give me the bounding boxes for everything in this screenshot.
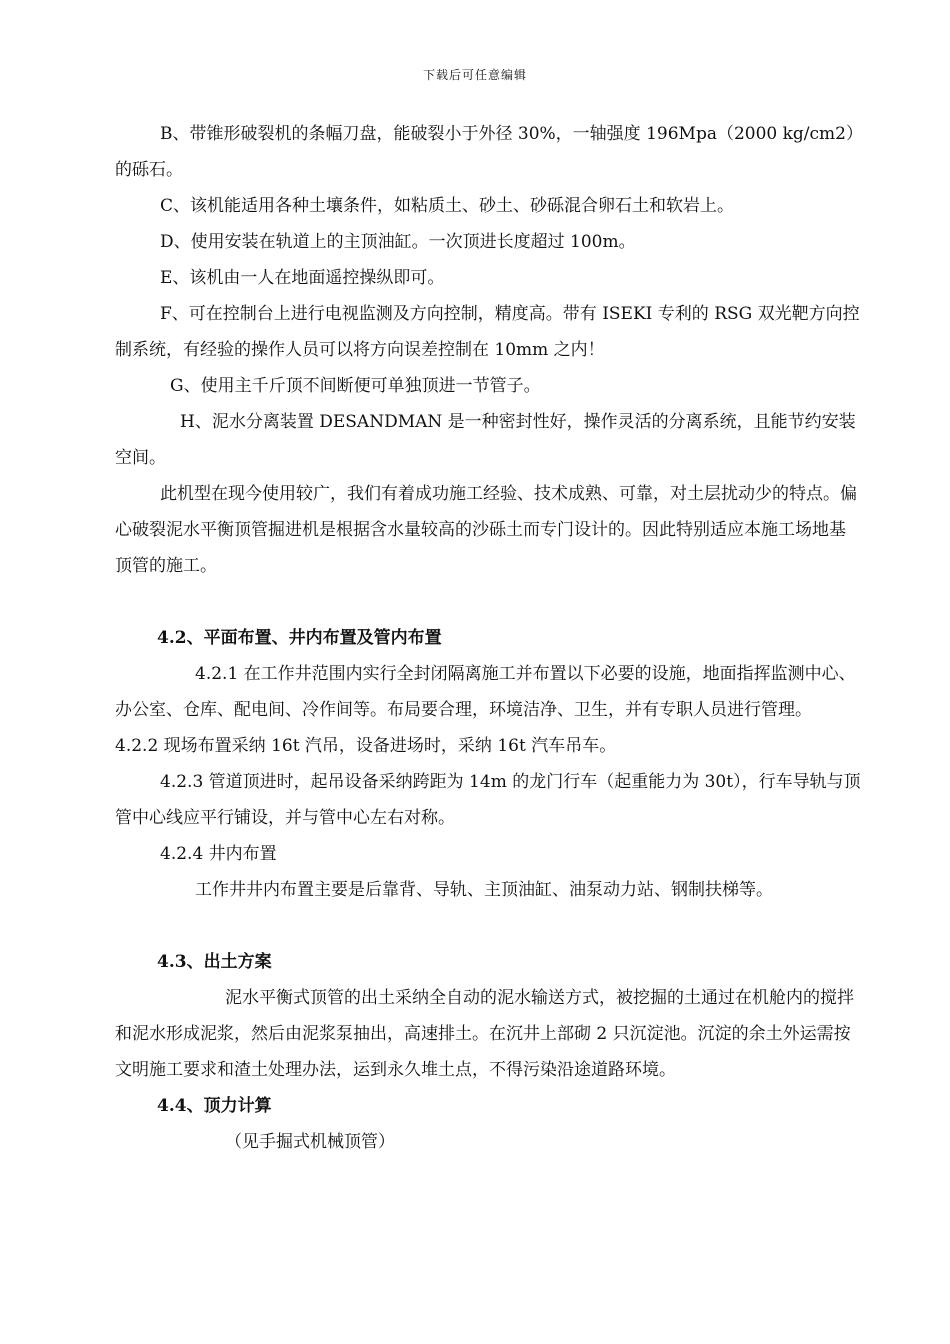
paragraph-e: E、该机由一人在地面遥控操纵即可。 <box>160 268 445 288</box>
paragraph-g: G、使用主千斤顶不间断便可单独顶进一节管子。 <box>170 376 541 396</box>
paragraph-b: B、带锥形破裂机的条幅刀盘，能破裂小于外径 30%，一轴强度 196Mpa（2000 kg/cm2）的砾石。 <box>115 124 855 180</box>
page-header: 下载后可任意编辑 <box>422 68 527 82</box>
section-4-2-paragraph-1: 4.2.1 在工作井范围内实行全封闭隔离施工并布置以下必要的设施，地面指挥监测中心、办公室、仓库、配电间、冷作间等。布局要合理，环境洁净、卫生，并有专职人员进行管理。 <box>115 664 856 720</box>
section-4-4-title: 4.4、顶力计算 <box>157 1096 272 1116</box>
document-body <box>115 116 861 1160</box>
section-4-2-paragraph-3: 4.2.3 管道顶进时，起吊设备采纳跨距为 14m 的龙门行车（起重能力为 30t），行车导轨与顶管中心线应平行铺设，并与管中心左右对称。 <box>115 772 861 828</box>
paragraph-c: C、该机能适用各种土壤条件，如粘质土、砂土、砂砾混合卵石土和软岩上。 <box>160 196 735 216</box>
section-4-2-title: 4.2、平面布置、井内布置及管内布置 <box>157 628 442 648</box>
section-4-2-paragraph-2: 4.2.2 现场布置采纳 16t 汽吊，设备进场时，采纳 16t 汽车吊车。 <box>115 736 617 756</box>
section-4-2-paragraph-5: 工作井井内布置主要是后靠背、导轨、主顶油缸、油泵动力站、钢制扶梯等。 <box>195 880 773 900</box>
section-4-3-title: 4.3、出土方案 <box>157 952 272 972</box>
paragraph-summary: 此机型在现今使用较广，我们有着成功施工经验、技术成熟、可靠，对土层扰动少的特点。偏心破裂泥水平衡顶管掘进机是根据含水量较高的沙砾土而专门设计的。因此特别适应本施工场地基顶管的施工。 <box>115 484 857 576</box>
spacer <box>115 908 861 944</box>
paragraph-d: D、使用安装在轨道上的主顶油缸。一次顶进长度超过 100m。 <box>160 232 636 252</box>
section-4-3-paragraph-1: 泥水平衡式顶管的出土采纳全自动的泥水输送方式，被挖掘的土通过在机舱内的搅拌和泥水形成泥浆，然后由泥浆泵抽出，高速排土。在沉井上部砌 2 只沉淀池。沉淀的余土外运需按文明施工要求和渣土处理办法，运到永久堆土点，不得污染沿途道路环境。 <box>115 988 854 1080</box>
section-4-2-paragraph-4: 4.2.4 井内布置 <box>160 844 277 864</box>
spacer <box>115 584 861 620</box>
section-4-4-paragraph-1: （见手掘式机械顶管） <box>225 1132 395 1152</box>
paragraph-f: F、可在控制台上进行电视监测及方向控制，精度高。带有 ISEKI 专利的 RSG 双光靶方向控制系统，有经验的操作人员可以将方向误差控制在 10mm 之内！ <box>115 304 860 360</box>
paragraph-h: H、泥水分离装置 DESANDMAN 是一种密封性好，操作灵活的分离系统，且能节约安装空间。 <box>115 412 856 468</box>
